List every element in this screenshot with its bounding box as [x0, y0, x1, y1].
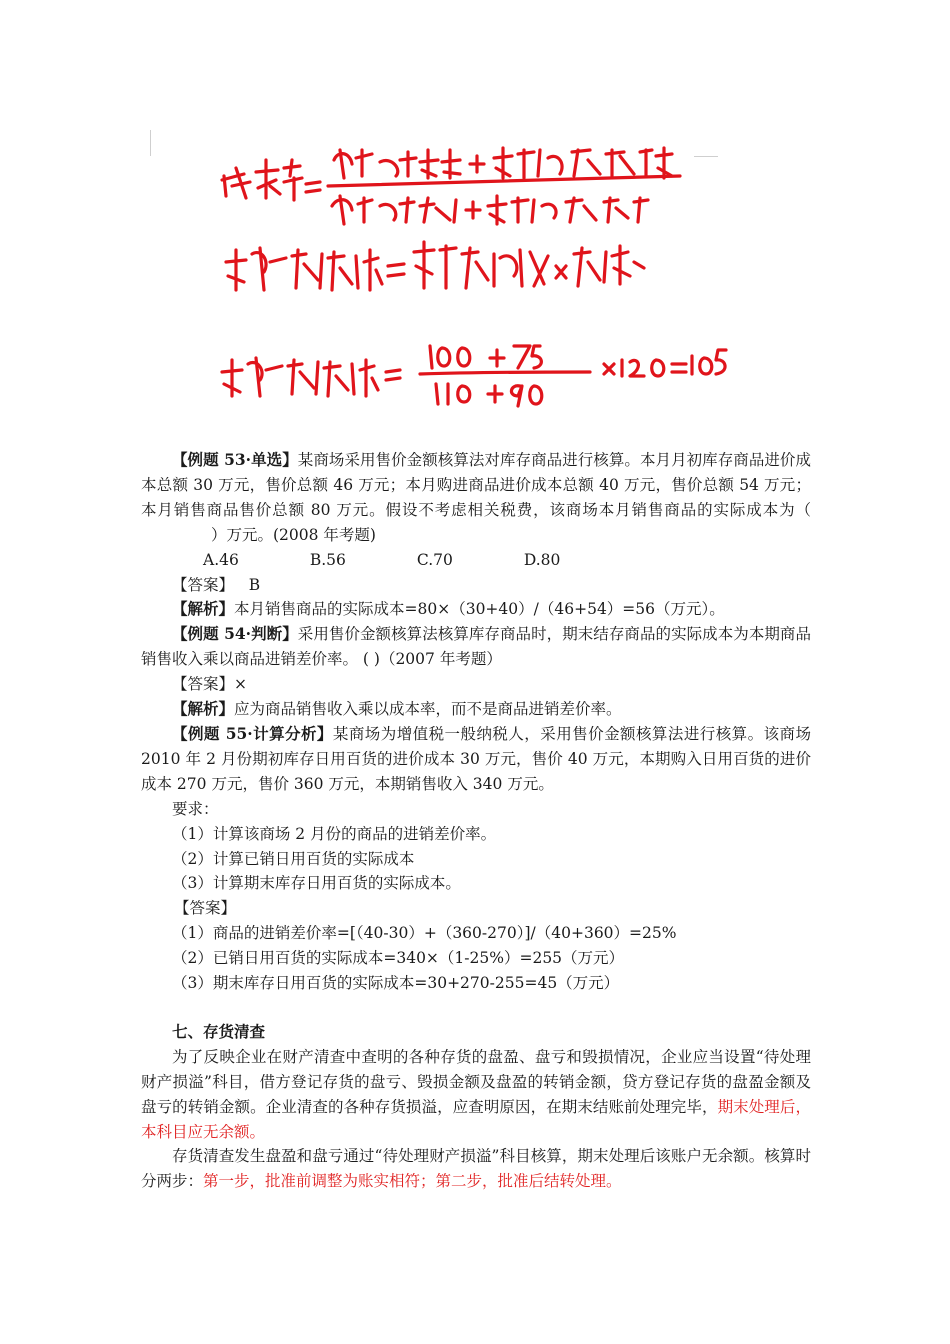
highlight-text: 第一步，批准前调整为账实相符；第二步，批准后结转处理。	[203, 1172, 622, 1191]
example-53-answer: 【答案】 B	[172, 575, 261, 594]
example-55-requirement: （3）计算期末库存日用百货的实际成本。	[172, 874, 461, 893]
example-53-analysis: 【解析】本月销售商品的实际成本=80×（30+40）/（46+54）=56（万元）。	[172, 599, 725, 619]
handwriting-formula-2	[226, 242, 644, 290]
example-54-analysis: 【解析】应为商品销售收入乘以成本率，而不是商品进销差价率。	[172, 699, 622, 719]
example-54-answer: 【答案】×	[172, 675, 248, 694]
example-55-answer-label: 【答案】	[174, 899, 237, 918]
handwritten-formulas	[0, 0, 950, 420]
example-55-requirements-label: 要求：	[172, 799, 219, 818]
section-heading: 七、存货清查	[172, 1021, 266, 1041]
example-55-requirement: （2）计算已销日用百货的实际成本	[172, 849, 415, 868]
document-body	[141, 448, 811, 1194]
example-55-answer: （2）已销日用百货的实际成本=340×（1-25%）=255（万元）	[172, 949, 625, 968]
highlight-text: 期末处理后，本科目应无余额。	[141, 1097, 811, 1141]
section-paragraph-1: 为了反映企业在财产清查中查明的各种存货的盘盈、盘亏和毁损情况，企业应当设置“待处理财产损溢”科目，借方登记存货的盘亏、毁损金额及盘盈的转销金额，贷方登记存货的盘盈金额及盘亏的转销金额。企业清查的各种存货损溢，应查明原因，在期末结账前处理完毕，期末处理后，本科目应无余额。	[141, 1047, 811, 1141]
example-55-requirement: （1）计算该商场 2 月份的商品的进销差价率。	[172, 824, 497, 843]
example-55-answer: （3）期末库存日用百货的实际成本=30+270-255=45（万元）	[172, 974, 620, 993]
example-53-question: 【例题 53·单选】某商场采用售价金额核算法对库存商品进行核算。本月月初库存商品进价成本总额 30 万元，售价总额 46 万元；本月购进商品进价成本总额 40 万元，售价总额 54 万元；本月销售商品售价总额 80 万元。假设不考虑相关税费，该商场本月销售商品的实际成本为（）万元。(2008 年考题)	[141, 450, 811, 544]
example-55-answer: （1）商品的进销差价率=[（40-30）+（360-270）]/（40+360）=25%	[172, 924, 677, 943]
handwriting-formula-3	[222, 346, 726, 406]
example-55-question: 【例题 55·计算分析】某商场为增值税一般纳税人，采用售价金额核算法进行核算。该商场 2010 年 2 月份期初库存日用百货的进价成本 30 万元，售价 40 万元，本期购入日用百货的进价成本 270 万元，售价 360 万元，本期销售收入 340 万元。	[141, 723, 811, 793]
example-53-options: A.46 B.56 C.70 D.80	[203, 550, 561, 569]
example-54-question: 【例题 54·判断】采用售价金额核算法核算库存商品时，期末结存商品的实际成本为本期商品销售收入乘以商品进销差价率。 ( )（2007 年考题）	[141, 624, 811, 669]
handwriting-formula-1	[222, 148, 680, 224]
section-paragraph-2: 存货清查发生盘盈和盘亏通过“待处理财产损溢”科目核算，期末处理后该账户无余额。核算时分两步：第一步，批准前调整为账实相符；第二步，批准后结转处理。	[141, 1147, 811, 1191]
